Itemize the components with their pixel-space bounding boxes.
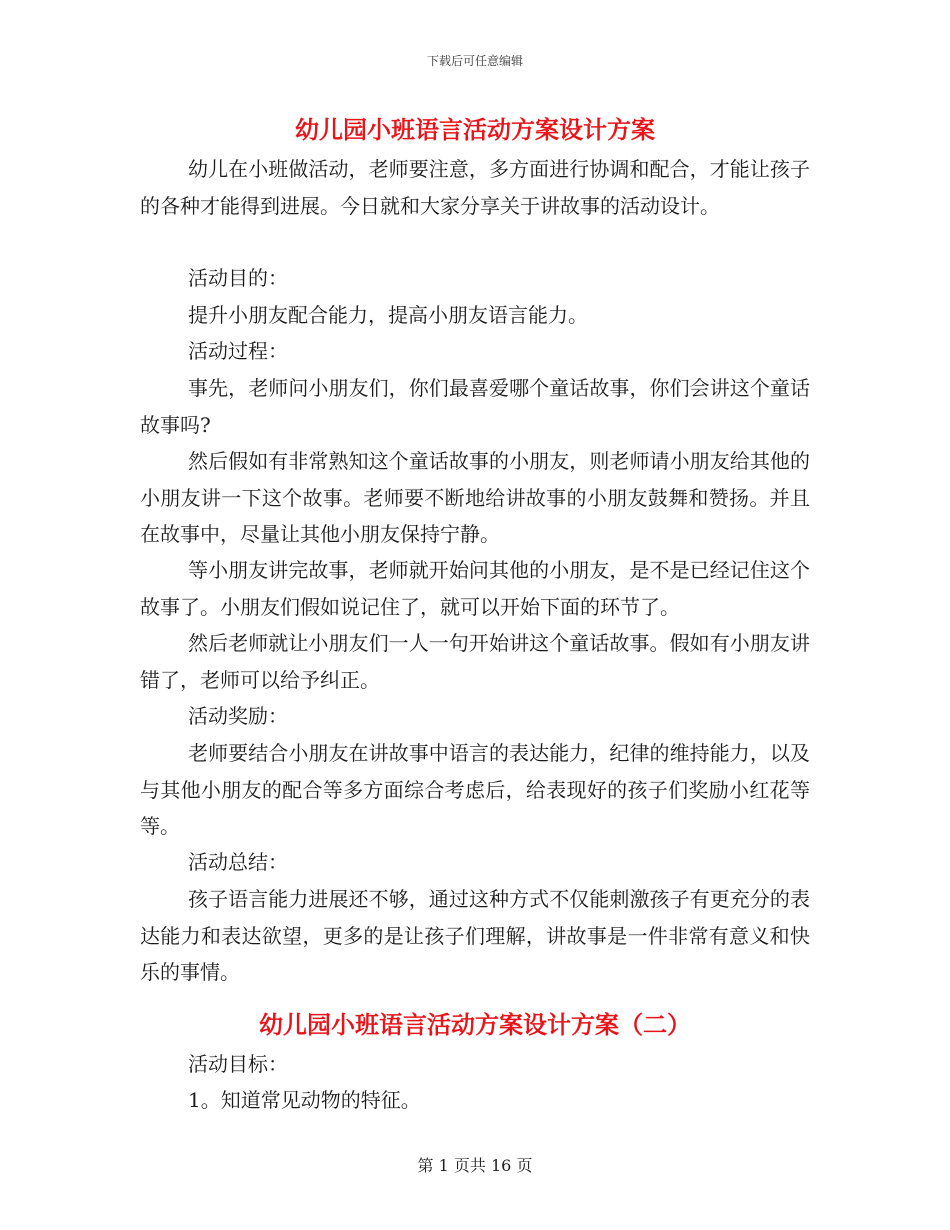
summary-text: 孩子语言能力进展还不够，通过这种方式不仅能刺激孩子有更充分的表达能力和表达欲望，更多的是让孩子们理解，讲故事是一件非常有意义和快乐的事情。 (140, 887, 810, 984)
process-paragraph-4: 然后老师就让小朋友们一人一句开始讲这个童话故事。假如有小朋友讲错了，老师可以给予纠正。 (140, 631, 810, 692)
process-paragraph-2: 然后假如有非常熟知这个童话故事的小朋友，则老师请小朋友给其他的小朋友讲一下这个故事。老师要不断地给讲故事的小朋友鼓舞和赞扬。并且在故事中，尽量让其他小朋友保持宁静。 (140, 449, 810, 546)
process-paragraph-1: 事先，老师问小朋友们，你们最喜爱哪个童话故事，你们会讲这个童话故事吗? (140, 376, 810, 437)
process-heading: 活动过程： (188, 339, 288, 363)
intro-paragraph: 幼儿在小班做活动，老师要注意，多方面进行协调和配合，才能让孩子的各种才能得到进展。今日就和大家分享关于讲故事的活动设计。 (140, 157, 810, 218)
page-header: 下载后可任意编辑 (426, 54, 523, 68)
summary-heading: 活动总结： (188, 850, 288, 874)
goal-heading: 活动目的： (188, 266, 288, 290)
target-item-1: 1。知道常见动物的特征。 (188, 1088, 421, 1112)
goal-text: 提升小朋友配合能力，提高小朋友语言能力。 (188, 303, 588, 327)
section-title-2: 幼儿园小班语言活动方案设计方案（二） (259, 1010, 691, 1039)
reward-heading: 活动奖励： (188, 704, 288, 728)
page-footer: 第 1 页共 16 页 (417, 1156, 533, 1175)
target-heading: 活动目标： (188, 1052, 288, 1076)
reward-text: 老师要结合小朋友在讲故事中语言的表达能力，纪律的维持能力，以及与其他小朋友的配合等多方面综合考虑后，给表现好的孩子们奖励小红花等等。 (140, 741, 810, 838)
document-title: 幼儿园小班语言活动方案设计方案 (295, 115, 655, 144)
process-paragraph-3: 等小朋友讲完故事，老师就开始问其他的小朋友，是不是已经记住这个故事了。小朋友们假如说记住了，就可以开始下面的环节了。 (140, 558, 810, 619)
